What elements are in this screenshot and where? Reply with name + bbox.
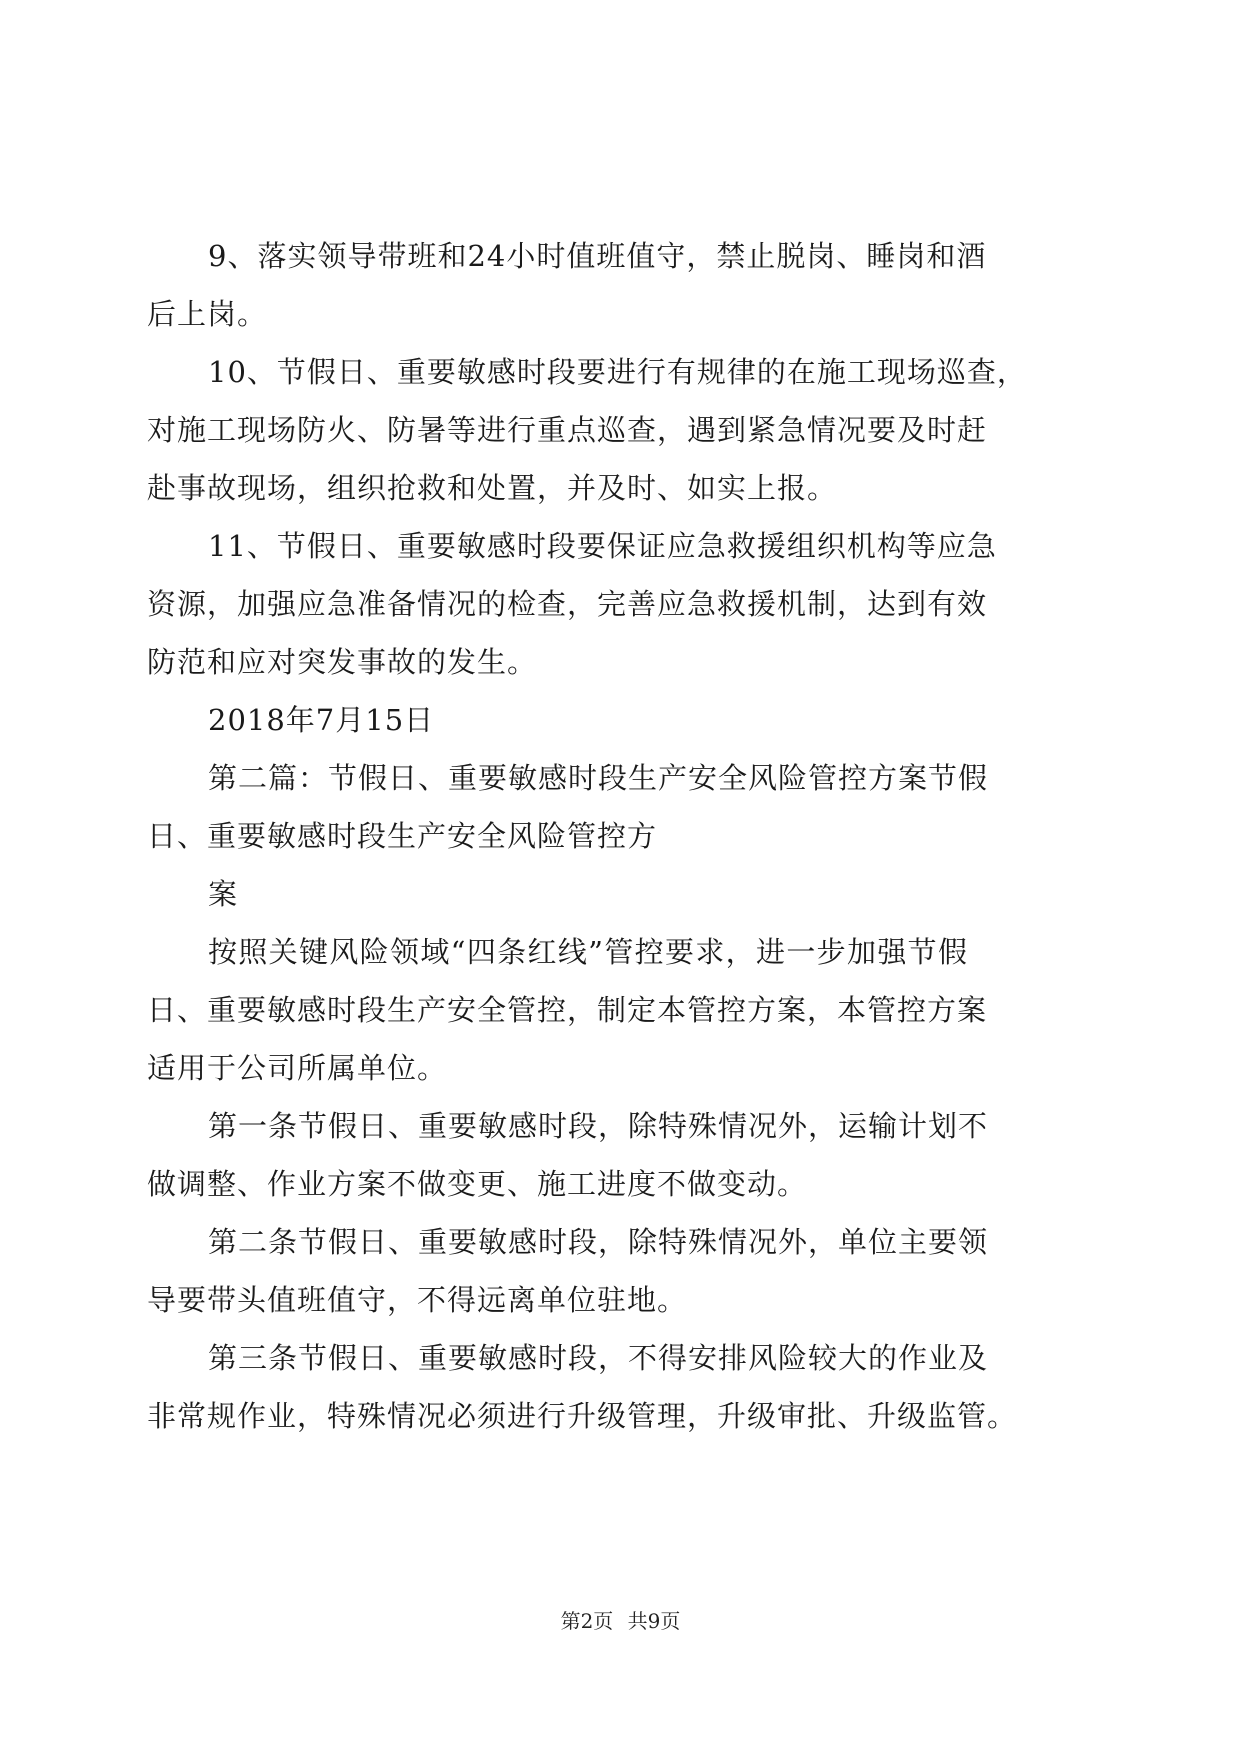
paragraph-10-line-2: 对施工现场防火、防暑等进行重点巡查，遇到紧急情况要及时赶 xyxy=(147,413,988,447)
intro-line-2: 日、重要敏感时段生产安全管控，制定本管控方案，本管控方案 xyxy=(147,993,988,1027)
article-2-line-2: 导要带头值班值守，不得远离单位驻地。 xyxy=(147,1283,688,1317)
text-line xyxy=(0,226,1241,286)
paragraph-11-line-2: 资源，加强应急准备情况的检查，完善应急救援机制，达到有效 xyxy=(147,587,988,621)
text-line xyxy=(0,1270,1241,1330)
text-line xyxy=(0,1038,1241,1098)
text-line xyxy=(0,1328,1241,1388)
text-line xyxy=(0,342,1241,402)
paragraph-10-line-1: 10、节假日、重要敏感时段要进行有规律的在施工现场巡查， xyxy=(208,355,1027,389)
section-title-line-2: 日、重要敏感时段生产安全风险管控方 xyxy=(147,819,658,853)
paragraph-11-line-1: 11、节假日、重要敏感时段要保证应急救援组织机构等应急 xyxy=(208,529,997,563)
page-number: 第2页 xyxy=(560,1609,614,1633)
text-line xyxy=(0,690,1241,750)
date-line: 2018年7月15日 xyxy=(208,703,435,737)
text-line xyxy=(0,1386,1241,1446)
section-title-line-1: 第二篇：节假日、重要敏感时段生产安全风险管控方案节假 xyxy=(208,761,989,795)
text-line xyxy=(0,1154,1241,1214)
intro-line-1: 按照关键风险领域“四条红线”管控要求，进一步加强节假 xyxy=(208,935,968,969)
section-title-line-3: 案 xyxy=(208,877,239,911)
intro-line-3: 适用于公司所属单位。 xyxy=(147,1051,448,1085)
text-line xyxy=(0,1096,1241,1156)
paragraph-9-line-1: 9、落实领导带班和24小时值班值守，禁止脱岗、睡岗和酒 xyxy=(208,239,987,273)
text-line xyxy=(0,1212,1241,1272)
paragraph-10-line-3: 赴事故现场，组织抢救和处置，并及时、如实上报。 xyxy=(147,471,838,505)
text-line xyxy=(0,516,1241,576)
paragraph-9-line-2: 后上岗。 xyxy=(147,297,268,331)
text-line xyxy=(0,748,1241,808)
article-3-line-2: 非常规作业，特殊情况必须进行升级管理，升级审批、升级监管。 xyxy=(147,1399,1018,1433)
text-line xyxy=(0,980,1241,1040)
text-line xyxy=(0,632,1241,692)
page-total: 共9页 xyxy=(627,1609,681,1633)
text-line xyxy=(0,284,1241,344)
article-2-line-1: 第二条节假日、重要敏感时段，除特殊情况外，单位主要领 xyxy=(208,1225,989,1259)
text-line xyxy=(0,922,1241,982)
page-footer xyxy=(0,1606,1241,1636)
text-line xyxy=(0,864,1241,924)
article-1-line-1: 第一条节假日、重要敏感时段，除特殊情况外，运输计划不 xyxy=(208,1109,989,1143)
article-3-line-1: 第三条节假日、重要敏感时段，不得安排风险较大的作业及 xyxy=(208,1341,989,1375)
text-line xyxy=(0,574,1241,634)
paragraph-11-line-3: 防范和应对突发事故的发生。 xyxy=(147,645,538,679)
text-line xyxy=(0,458,1241,518)
article-1-line-2: 做调整、作业方案不做变更、施工进度不做变动。 xyxy=(147,1167,808,1201)
text-line xyxy=(0,806,1241,866)
text-line xyxy=(0,400,1241,460)
